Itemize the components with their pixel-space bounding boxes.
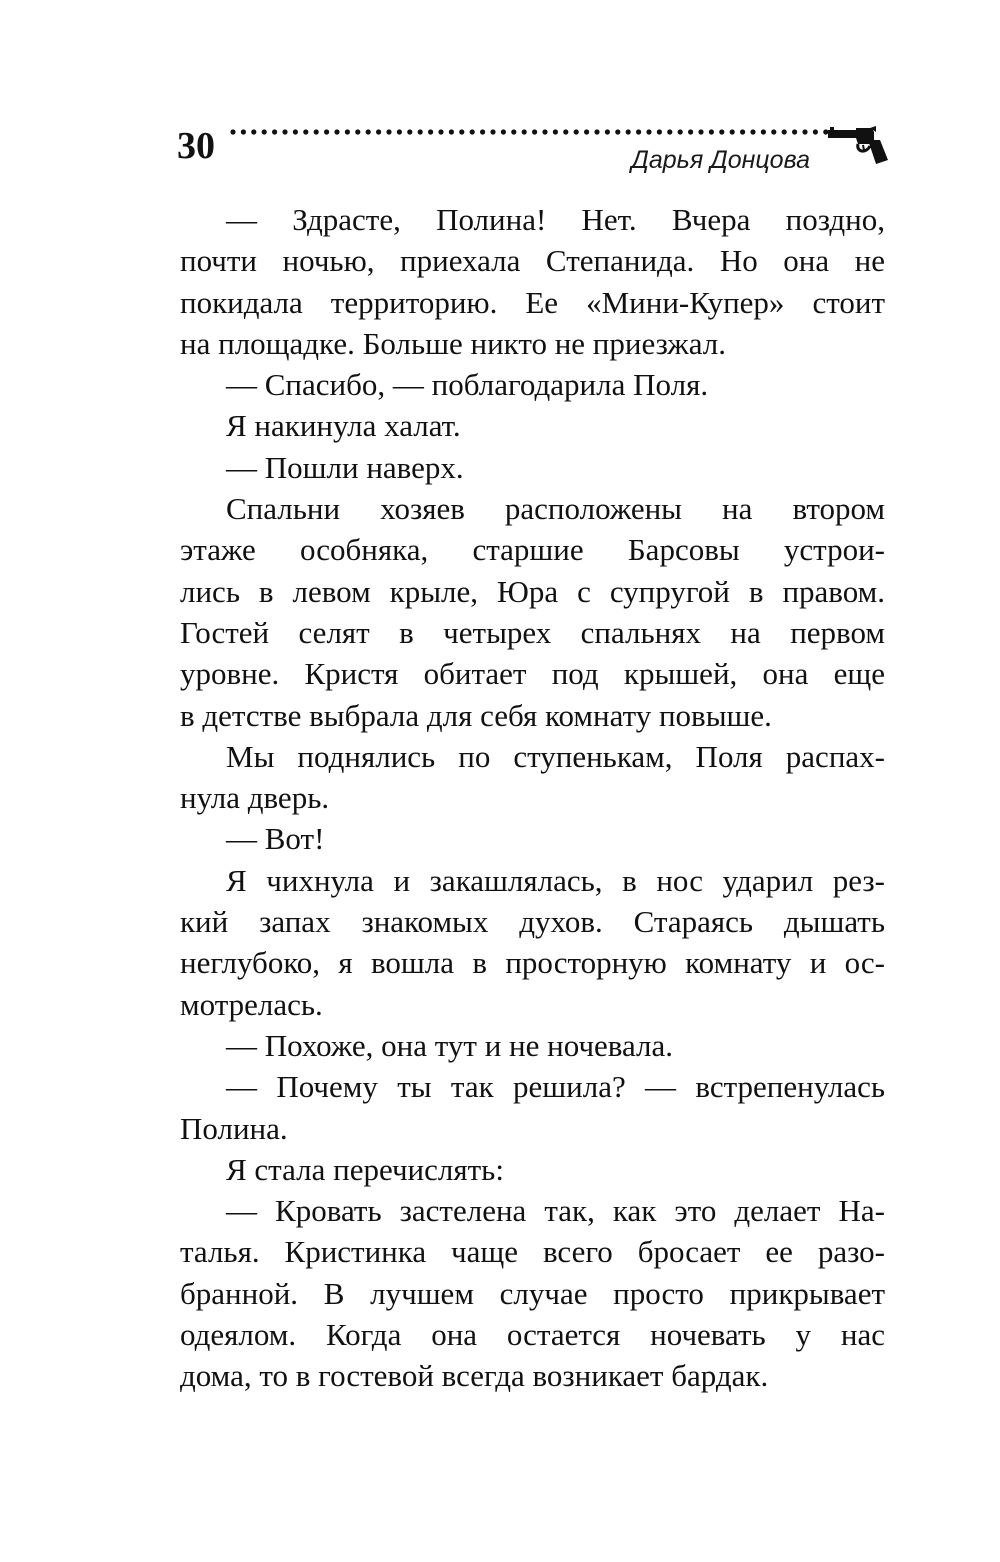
text-line: — Кровать застелена так, как это делает На- (226, 1193, 885, 1229)
text-line: почти ночью, приехала Степанида. Но она не (180, 243, 885, 279)
text-line: в детстве выбрала для себя комнату повыше. (180, 697, 772, 733)
text-line: Полина. (180, 1110, 288, 1146)
dotted-rule (228, 119, 838, 145)
text-line: дома, то в гостевой всегда возникает бардак. (180, 1358, 769, 1394)
text-line: Я чихнула и закашлялась, в нос ударил рез- (226, 862, 885, 898)
text-line: неглубоко, я вошла в просторную комнату и ос- (180, 945, 885, 981)
text-line: — Пошли наверх. (226, 449, 464, 485)
text-line: нула дверь. (180, 780, 330, 816)
text-line: Спальни хозяев расположены на втором (226, 491, 885, 527)
text-line: бранной. В лучшем случае просто прикрывает (180, 1275, 885, 1311)
text-line: Гостей селят в четырех спальнях на первом (180, 614, 885, 650)
revolver-icon (828, 126, 888, 166)
text-line: Я накинула халат. (226, 408, 461, 444)
text-line: — Спасибо, — поблагодарила Поля. (226, 367, 709, 403)
text-line: Я стала перечислять: (226, 1151, 504, 1187)
text-line: — Здрасте, Полина! Нет. Вчера поздно, (226, 202, 885, 237)
text-line: уровне. Кристя обитает под крышей, она еще (180, 656, 885, 692)
text-line: покидала территорию. Ее «Мини-Купер» стоит (180, 284, 885, 320)
text-line: кий запах знакомых духов. Стараясь дышать (180, 904, 885, 940)
text-line: Мы поднялись по ступенькам, Поля распах- (226, 738, 885, 774)
text-line: талья. Кристинка чаще всего бросает ее разо- (180, 1234, 885, 1270)
text-line: одеялом. Когда она остается ночевать у нас (180, 1317, 885, 1353)
text-line: мотрелась. (180, 986, 323, 1022)
text-line: — Вот! (226, 821, 325, 857)
body-text (180, 199, 885, 1397)
text-line: — Почему ты так решила? — встрепенулась (226, 1069, 885, 1105)
page-number: 30 (177, 125, 215, 167)
text-line: этаже особняка, старшие Барсовы устрои- (180, 532, 885, 568)
author-running-head: Дарья Донцова (631, 146, 810, 174)
text-line: — Похоже, она тут и не ночевала. (226, 1027, 674, 1063)
text-line: на площадке. Больше никто не приезжал. (180, 325, 726, 361)
text-line: лись в левом крыле, Юра с супругой в правом. (180, 573, 885, 609)
